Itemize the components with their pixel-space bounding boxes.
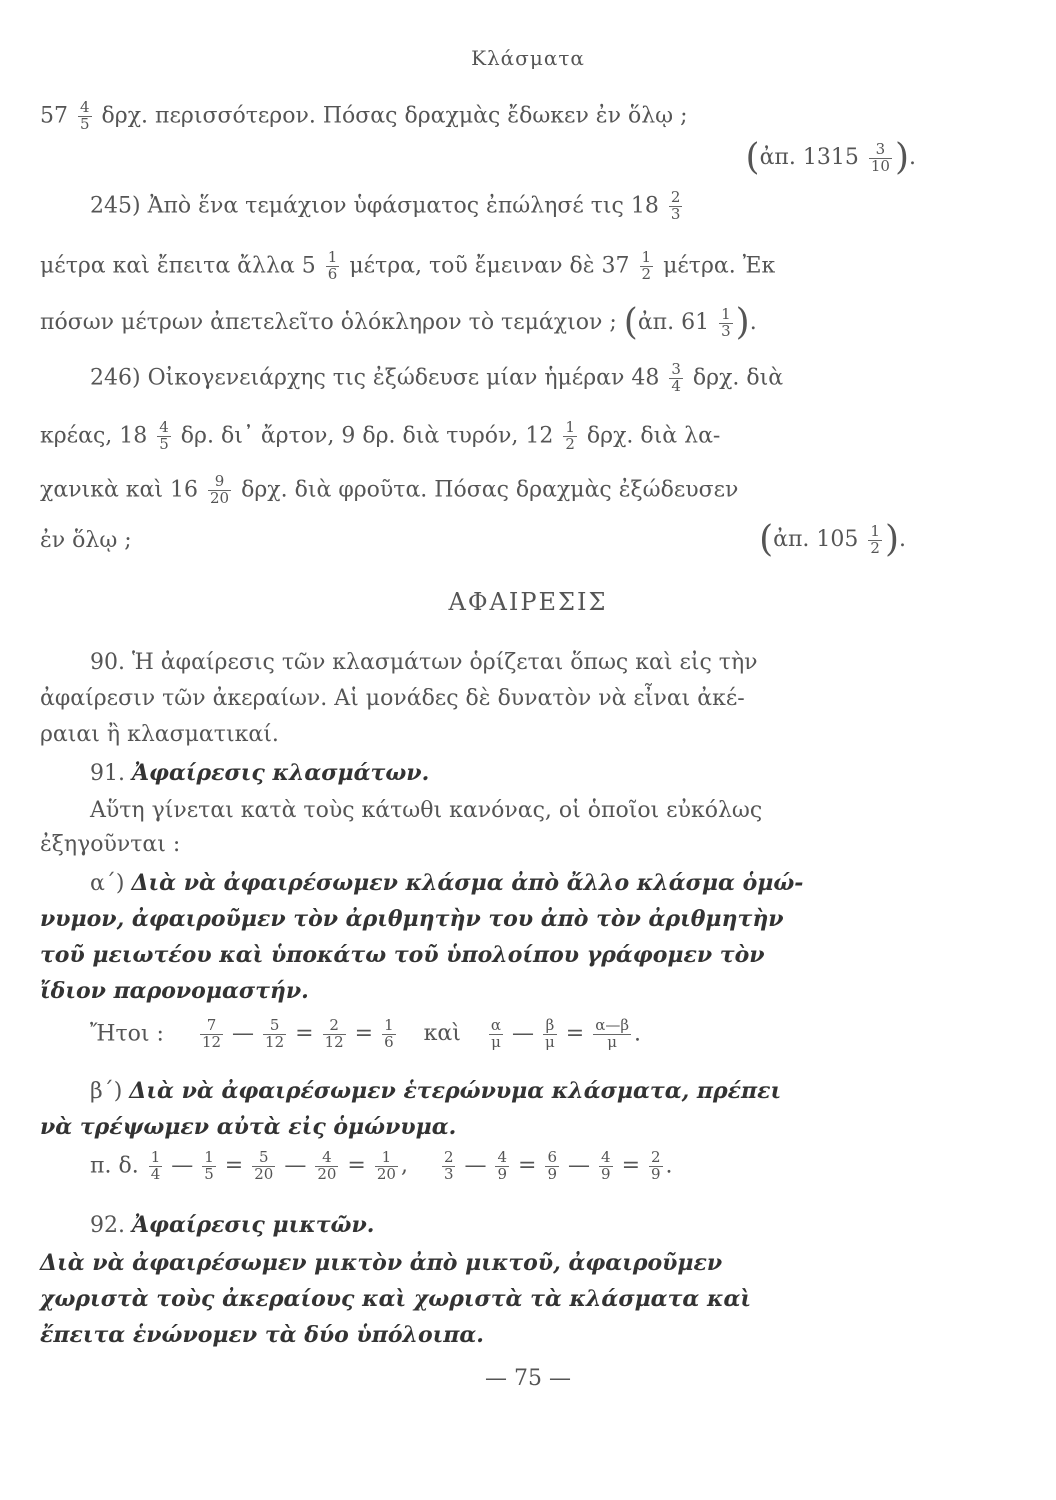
denominator: 20 <box>376 1164 396 1183</box>
rule-92-line: ἔπειτα ἑνώνομεν τὰ δύο ὑπόλοιπα. <box>40 1322 484 1348</box>
denominator: 10 <box>870 156 890 175</box>
fraction <box>78 100 92 133</box>
paragraph-number: 91. <box>90 761 132 786</box>
text-fragment: κρέας, 18 <box>40 423 148 449</box>
denominator: 5 <box>204 1164 214 1183</box>
text-fragment: π. δ. <box>90 1153 139 1179</box>
fraction <box>375 1150 398 1183</box>
fraction <box>157 420 171 453</box>
paragraph-91-heading <box>90 762 1016 785</box>
denominator: 2 <box>565 434 575 453</box>
denominator: 12 <box>265 1032 285 1051</box>
fraction <box>669 190 683 223</box>
exercise-246-line <box>40 474 1016 507</box>
numerator: 1 <box>870 521 880 540</box>
numerator: 4 <box>315 1150 338 1167</box>
operator: = <box>565 1021 585 1047</box>
paragraph-title: Ἀφαίρεσις κλασμάτων. <box>131 760 430 786</box>
numerator: 4 <box>601 1148 611 1166</box>
fraction <box>252 1150 275 1183</box>
paragraph-90-line: 90. Ἡ ἀφαίρεσις τῶν κλασμάτων ὁρίζεται ὅπως καὶ εἰς τὴν <box>90 650 758 675</box>
fraction <box>649 1150 663 1183</box>
operator: — <box>464 1153 487 1179</box>
denominator: μ <box>607 1032 617 1051</box>
numerator: 2 <box>651 1148 661 1166</box>
paragraph-91-line: Αὕτη γίνεται κατὰ τοὺς κάτωθι κανόνας, οἱ ὁποῖοι εὐκόλως <box>90 798 763 823</box>
punctuation: , <box>400 1153 408 1179</box>
text-fragment: μέτρα. Ἐκ <box>663 253 776 279</box>
denominator: 9 <box>547 1164 558 1183</box>
rule-a-line: τοῦ μειωτέου καὶ ὑποκάτω τοῦ ὑπολοίπου γράφομεν τὸν <box>40 942 765 968</box>
text-fragment: δρχ. διὰ <box>692 365 784 391</box>
text-fragment: δρ. δι᾽ ἄρτον, 9 δρ. διὰ τυρόν, 12 <box>180 423 554 449</box>
numerator: 3 <box>671 360 681 378</box>
fraction <box>495 1150 509 1183</box>
exercise-246-line <box>40 420 1016 453</box>
fraction <box>323 1018 346 1051</box>
numerator: 1 <box>641 248 652 266</box>
text-fragment: 246) Οἰκογενειάρχης τις ἐξώδευσε μίαν ἡμέραν 48 <box>90 365 660 391</box>
denominator: 20 <box>254 1164 274 1183</box>
denominator: 20 <box>317 1164 337 1183</box>
denominator: 5 <box>80 114 90 133</box>
fraction <box>489 1018 503 1051</box>
text-fragment: ἐν ὅλῳ ; <box>40 528 132 553</box>
fraction <box>640 250 654 283</box>
equation <box>486 1016 634 1051</box>
rule-marker: α΄) <box>90 871 132 896</box>
punctuation: . <box>665 1153 673 1179</box>
fraction <box>669 362 683 395</box>
equation <box>197 1016 399 1051</box>
text-fragment: 57 <box>40 103 68 129</box>
paragraph-title: Ἀφαίρεσις μικτῶν. <box>131 1212 375 1238</box>
exercise-245-line: πόσων μέτρων ἀπετελεῖτο ὁλόκληρον τὸ τεμάχιον ; (ἀπ. 61 $\frac{1}{3}$ ). <box>40 302 757 343</box>
denominator: μ <box>545 1032 555 1051</box>
paragraph-90-line: ἀφαίρεσιν τῶν ἀκεραίων. Αἱ μονάδες δὲ δυνατὸν νὰ εἶναι ἀκέ- <box>40 686 745 711</box>
text-fragment: 245) Ἀπὸ ἕνα τεμάχιον ὑφάσματος ἐπώλησέ τις 18 <box>90 193 659 219</box>
rule-a-line: νυμον, ἀφαιροῦμεν τὸν ἀριθμητὴν του ἀπὸ τὸν ἀριθμητὴν <box>40 906 784 932</box>
rule-a-line <box>90 872 1016 895</box>
paragraph-90-line: ραιαι ἢ κλασματικαί. <box>40 722 279 747</box>
fraction <box>200 1018 223 1051</box>
denominator: 3 <box>721 321 731 340</box>
section-heading: ΑΦΑΙΡΕΣΙΣ <box>448 588 608 616</box>
fraction <box>543 1018 557 1051</box>
operator: — <box>512 1021 535 1047</box>
text-fragment: δρχ. διὰ φροῦτα. Πόσας δραχμὰς ἐξώδευσεν <box>241 477 739 503</box>
operator: = <box>354 1021 374 1047</box>
fraction <box>315 1150 338 1183</box>
fraction <box>149 1150 163 1183</box>
numerator: α <box>490 1016 502 1034</box>
operator: = <box>295 1021 314 1047</box>
denominator: 3 <box>670 204 681 223</box>
answer-text: ἀπ. 61 <box>637 310 710 335</box>
numerator: 4 <box>497 1148 508 1166</box>
fraction <box>599 1150 613 1183</box>
equation <box>146 1148 401 1183</box>
denominator: 9 <box>497 1164 508 1183</box>
answer-text: ἀπ. 105 <box>773 527 859 552</box>
denominator: 6 <box>384 1032 394 1051</box>
denominator: 12 <box>201 1032 222 1051</box>
numerator: 1 <box>327 248 338 266</box>
numerator: 2 <box>323 1018 346 1035</box>
paragraph-number: 92. <box>90 1213 132 1238</box>
numerator: 2 <box>443 1148 454 1166</box>
denominator: 4 <box>150 1164 161 1183</box>
denominator: 2 <box>870 538 880 557</box>
rule-b-line <box>90 1080 1016 1103</box>
text-fragment: δρχ. διὰ λα- <box>586 423 721 449</box>
text-fragment: πόσων μέτρων ἀπετελεῖτο ὁλόκληρον τὸ τεμάχιον ; <box>40 310 617 335</box>
denominator: 12 <box>324 1032 344 1051</box>
operator: = <box>518 1153 537 1179</box>
rule-92-line: χωριστὰ τοὺς ἀκεραίους καὶ χωριστὰ τὰ κλάσματα καὶ <box>40 1286 752 1312</box>
answer-text: ἀπ. 1315 <box>759 145 859 170</box>
numerator: 1 <box>375 1150 398 1167</box>
rule-92-line: Διὰ νὰ ἀφαιρέσωμεν μικτὸν ἀπὸ μικτοῦ, ἀφαιροῦμεν <box>40 1250 723 1276</box>
fraction <box>719 304 733 340</box>
punctuation: . <box>634 1021 642 1047</box>
page-number: — 75 — <box>485 1366 571 1391</box>
denominator: 9 <box>601 1164 611 1183</box>
operator: = <box>224 1153 244 1179</box>
fraction <box>202 1150 216 1183</box>
paragraph-91-line: ἐξηγοῦνται : <box>40 832 181 857</box>
text-fragment: καὶ <box>423 1021 461 1047</box>
numerator: 6 <box>547 1148 558 1166</box>
fraction <box>869 139 892 175</box>
numerator: β <box>543 1018 557 1035</box>
operator: = <box>621 1153 640 1179</box>
numerator: 1 <box>721 304 731 323</box>
denominator: 20 <box>210 488 230 507</box>
running-header: Κλάσματα <box>471 46 585 70</box>
rule-a-line: ἴδιον παρονομαστήν. <box>40 978 309 1004</box>
fraction <box>868 521 882 557</box>
exercise-245-line <box>90 190 1016 223</box>
exercise-245-line <box>40 250 1016 283</box>
rule-b-line: νὰ τρέψωμεν αὐτὰ εἰς ὁμώνυμα. <box>40 1114 457 1140</box>
text-fragment: μέτρα, τοῦ ἔμειναν δὲ 37 <box>349 253 630 279</box>
operator: = <box>347 1153 366 1179</box>
rule-text: Διὰ νὰ ἀφαιρέσωμεν ἑτερώνυμα κλάσματα, πρέπει <box>129 1078 782 1104</box>
numerator: 5 <box>252 1150 275 1167</box>
denominator: 9 <box>651 1164 661 1183</box>
numerator: 7 <box>200 1018 223 1035</box>
fraction <box>545 1150 559 1183</box>
fraction <box>382 1018 396 1051</box>
numerator: 2 <box>670 188 681 206</box>
operator: — <box>232 1021 255 1047</box>
denominator: μ <box>491 1032 501 1051</box>
numerator: 4 <box>80 98 90 116</box>
answer: (ἀπ. 1315 $\frac{3}{10}$ ). <box>745 137 916 178</box>
text-fragment: μέτρα καὶ ἔπειτα ἄλλα 5 <box>40 253 316 279</box>
denominator: 4 <box>671 376 681 395</box>
denominator: 6 <box>327 264 338 283</box>
numerator: 4 <box>159 418 169 436</box>
operator: — <box>171 1153 194 1179</box>
fraction <box>442 1150 456 1183</box>
numerator: 9 <box>208 474 231 491</box>
fraction <box>263 1018 286 1051</box>
exercise-246-line <box>90 362 1016 395</box>
fraction <box>593 1018 631 1051</box>
answer: (ἀπ. 105 $\frac{1}{2}$ ). <box>759 519 906 560</box>
numerator: 1 <box>150 1148 161 1166</box>
rule-marker: β΄) <box>90 1079 130 1104</box>
numerator: 1 <box>384 1016 394 1034</box>
fraction <box>563 420 577 453</box>
numerator: 3 <box>869 142 892 159</box>
denominator: 2 <box>641 264 652 283</box>
text-line <box>40 100 1016 133</box>
denominator: 5 <box>159 434 169 453</box>
fraction <box>208 474 231 507</box>
text-fragment: χανικὰ καὶ 16 <box>40 477 199 503</box>
text-fragment: Ἤτοι : <box>90 1021 164 1047</box>
numerator: 1 <box>565 418 575 436</box>
numerator: 1 <box>204 1148 214 1166</box>
numerator: α—β <box>595 1016 630 1034</box>
numerator: 5 <box>263 1018 286 1035</box>
paragraph-92-heading <box>90 1214 1016 1237</box>
operator: — <box>568 1153 591 1179</box>
operator: — <box>284 1153 307 1179</box>
example-equation-1 <box>90 1018 1016 1051</box>
fraction <box>326 250 340 283</box>
example-equation-2 <box>90 1150 1016 1183</box>
rule-text: Διὰ νὰ ἀφαιρέσωμεν κλάσμα ἀπὸ ἄλλο κλάσμα ὁμώ- <box>131 870 804 896</box>
text-fragment: δρχ. περισσότερον. Πόσας δραχμὰς ἔδωκεν ἐν ὅλῳ ; <box>101 103 688 129</box>
denominator: 3 <box>443 1164 454 1183</box>
equation <box>439 1148 666 1183</box>
